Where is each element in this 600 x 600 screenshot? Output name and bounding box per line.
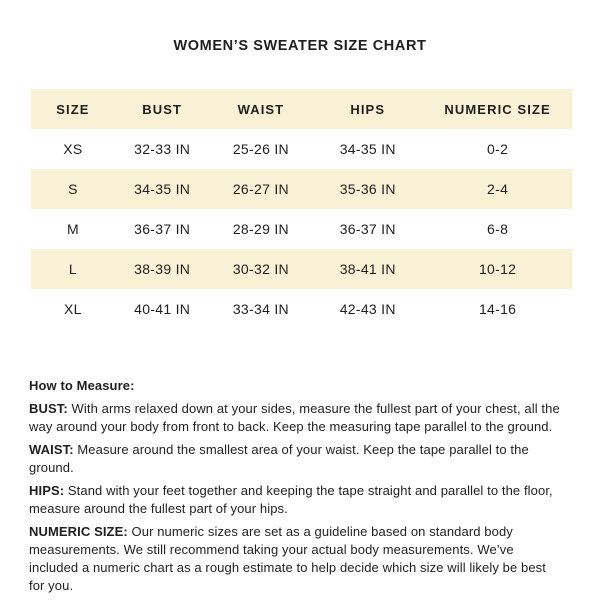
measure-text-hips: Stand with your feet together and keeping the tape straight and parallel to the floor, measure around the fullest part of your hips. xyxy=(29,483,553,516)
cell-size: XS xyxy=(63,141,83,157)
table-row-s xyxy=(31,169,572,209)
cell-bust: 40-41 IN xyxy=(134,301,191,317)
cell-hips: 36-37 IN xyxy=(339,221,396,237)
table-header-row xyxy=(31,89,572,129)
table-header xyxy=(31,89,572,129)
cell-size: L xyxy=(68,261,77,277)
measure-item-hips xyxy=(29,482,562,518)
measure-label-waist: WAIST: xyxy=(29,442,74,457)
page-title: WOMEN’S SWEATER SIZE CHART xyxy=(173,38,427,54)
cell-size: M xyxy=(66,221,79,237)
measure-item-bust xyxy=(29,400,562,436)
column-header-size: SIZE xyxy=(56,101,90,117)
column-header-bust: BUST xyxy=(142,101,183,117)
cell-waist: 33-34 IN xyxy=(232,301,289,317)
cell-waist: 30-32 IN xyxy=(232,261,289,277)
table-body xyxy=(31,129,572,329)
cell-numeric-size: 10-12 xyxy=(478,261,517,277)
table-row-m xyxy=(31,209,572,249)
cell-hips: 35-36 IN xyxy=(339,181,396,197)
column-header-hips: HIPS xyxy=(350,101,386,117)
measure-label-hips: HIPS: xyxy=(29,483,65,498)
cell-numeric-size: 0-2 xyxy=(487,141,509,157)
cell-hips: 34-35 IN xyxy=(339,141,396,157)
cell-numeric-size: 14-16 xyxy=(478,301,517,317)
column-header-waist: WAIST xyxy=(237,101,285,117)
cell-bust: 38-39 IN xyxy=(134,261,191,277)
cell-hips: 38-41 IN xyxy=(339,261,396,277)
how-to-measure-heading: How to Measure: xyxy=(29,378,135,393)
measure-label-bust: BUST: xyxy=(29,401,68,416)
size-chart-table xyxy=(31,89,572,329)
table-row-xl xyxy=(31,289,572,329)
cell-waist: 26-27 IN xyxy=(232,181,289,197)
cell-bust: 34-35 IN xyxy=(134,181,191,197)
cell-hips: 42-43 IN xyxy=(339,301,396,317)
cell-size: S xyxy=(68,181,78,197)
cell-numeric-size: 2-4 xyxy=(487,181,509,197)
cell-bust: 32-33 IN xyxy=(134,141,191,157)
cell-size: XL xyxy=(64,301,82,317)
measure-label-numeric-size: NUMERIC SIZE: xyxy=(29,524,128,539)
column-header-numeric-size: NUMERIC SIZE xyxy=(444,101,551,117)
measure-text-waist: Measure around the smallest area of your waist. Keep the tape parallel to the ground. xyxy=(29,442,529,475)
cell-bust: 36-37 IN xyxy=(134,221,191,237)
cell-waist: 28-29 IN xyxy=(232,221,289,237)
measure-item-numeric-size xyxy=(29,523,562,595)
measure-text-bust: With arms relaxed down at your sides, measure the fullest part of your chest, all the way around your body from front to back. Keep the measuring tape parallel to the ground. xyxy=(29,401,560,434)
how-to-measure-section xyxy=(29,377,562,595)
table-row-xs xyxy=(31,129,572,169)
cell-waist: 25-26 IN xyxy=(232,141,289,157)
table-row-l xyxy=(31,249,572,289)
measure-item-waist xyxy=(29,441,562,477)
measure-text-numeric-size: Our numeric sizes are set as a guideline based on standard body measurements. We still recommend taking your actual body measurements. We’ve included a numeric chart as a rough estimate to help decide which size will likely be best for you. xyxy=(29,524,546,593)
cell-numeric-size: 6-8 xyxy=(487,221,509,237)
